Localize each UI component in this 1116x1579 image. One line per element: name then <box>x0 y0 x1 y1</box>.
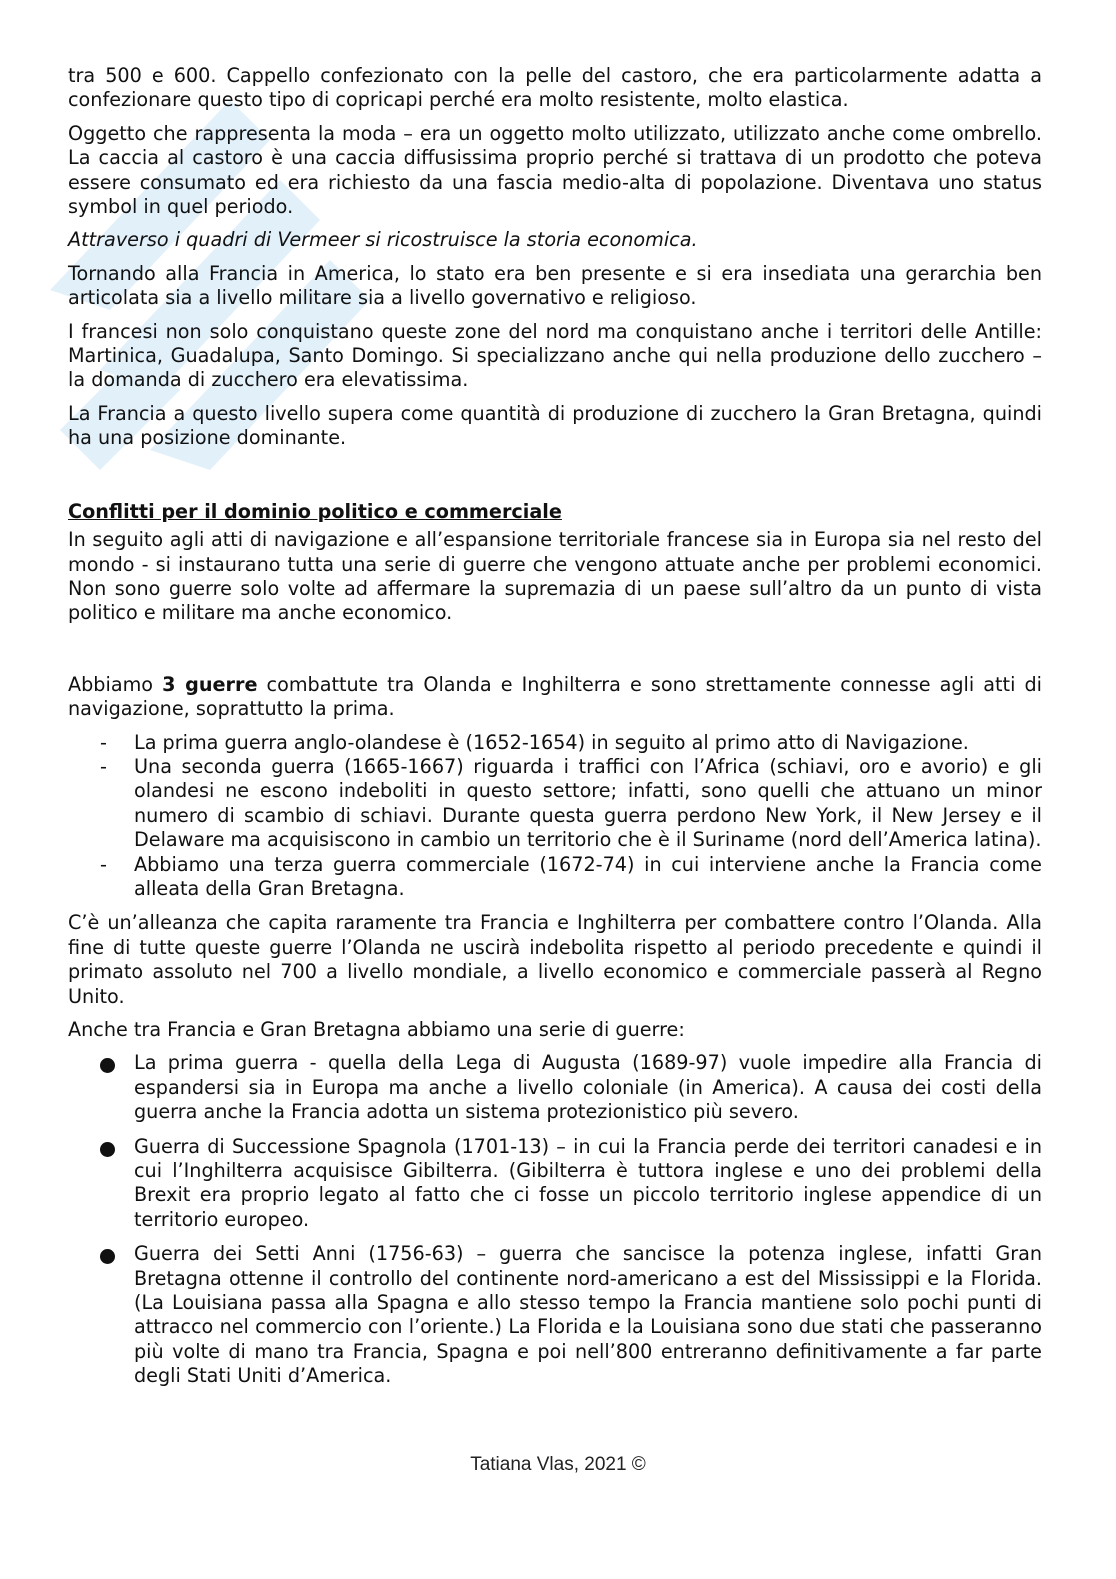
paragraph-fashion-object: Oggetto che rappresenta la moda – era un oggetto molto utilizzato, utilizzato anche come ombrello. La caccia al castoro è una caccia diffusissima proprio perché si trattava di un prodotto che poteva essere consumato ed era richiesto da una fascia medio-alta di popolazione. Diventava uno status symbol in quel periodo. <box>68 121 1042 219</box>
list-item <box>68 1242 1042 1388</box>
list-item-text: Guerra di Successione Spagnola (1701-13) – in cui la Francia perde dei territori canadesi e in cui l’Inghilterra acquisisce Gibilterra. (Gibilterra è tuttora inglese e uno dei problemi della Brexit era proprio legato al fatto che ci fosse un piccolo territorio inglese appendice di un territorio europeo. <box>134 1134 1042 1231</box>
document-page <box>68 64 1042 1399</box>
paragraph-three-wars <box>68 673 1042 722</box>
paragraph-vermeer: Attraverso i quadri di Vermeer si ricostruisce la storia economica. <box>68 228 698 252</box>
bullet-icon <box>100 1058 115 1073</box>
paragraph-france-america: Tornando alla Francia in America, lo stato era ben presente e si era insediata una gerarchia ben articolata sia a livello militare sia a livello governativo e religioso. <box>68 261 1042 310</box>
three-wars-pre: Abbiamo <box>68 672 163 696</box>
paragraph-sugar-production: La Francia a questo livello supera come quantità di produzione di zucchero la Gran Bretagna, quindi ha una posizione dominante. <box>68 401 1042 450</box>
dash-marker: - <box>100 754 107 778</box>
list-item <box>68 1135 1042 1233</box>
paragraph-antilles: I francesi non solo conquistano queste zone del nord ma conquistano anche i territori delle Antille: Martinica, Guadalupa, Santo Domingo. Si specializzano anche qui nella produzione dello zucchero – la domanda di zucchero era elevatissima. <box>68 319 1042 392</box>
section-heading: Conflitti per il dominio politico e commerciale <box>68 499 562 523</box>
list-item-text: La prima guerra - quella della Lega di Augusta (1689-97) vuole impedire alla Francia di espandersi sia in Europa ma anche a livello coloniale (in America). A causa dei costi della guerra anche la Francia adotta un sistema protezionistico più severo. <box>134 1051 1042 1124</box>
paragraph-beaver-hat: tra 500 e 600. Cappello confezionato con la pelle del castoro, che era particolarmente adatta a confezionare questo tipo di copricapi perché era molto resistente, molto elastica. <box>68 64 1042 112</box>
dash-marker: - <box>100 852 107 876</box>
paragraph-france-britain-wars: Anche tra Francia e Gran Bretagna abbiamo una serie di guerre: <box>68 1018 685 1041</box>
list-item-text: Guerra dei Setti Anni (1756-63) – guerra che sancisce la potenza inglese, infatti Gran Bretagna ottenne il controllo del continente nord-americano a est del Mississippi e la Florida. (La Louisiana passa alla Spagna e allo stesso tempo la Francia mantiene solo pochi punti di attracco nel commercio con l’oriente.) La Florida e la Louisiana sono due stati che passeranno più volte di mano tra Francia, Spagna e poi nell’800 entreranno definitivamente a far parte degli Stati Uniti d’America. <box>134 1242 1042 1388</box>
anglo-dutch-wars-list <box>68 731 1042 902</box>
page-footer: Tatiana Vlas, 2021 © <box>470 1454 646 1475</box>
list-item <box>68 853 1042 902</box>
three-wars-bold: 3 guerre <box>162 672 258 696</box>
dash-marker: - <box>100 730 107 754</box>
paragraph-alliance: C’è un’alleanza che capita raramente tra Francia e Inghilterra per combattere contro l’Olanda. Alla fine di tutte queste guerre l’Olanda ne uscirà indebolita rispetto al periodo precedente e quindi il primato assoluto nel 700 a livello mondiale, a livello economico e commerciale passerà al Regno Unito. <box>68 911 1042 1008</box>
list-item-text: Una seconda guerra (1665-1667) riguarda i traffici con l’Africa (schiavi, oro e avorio) e gli olandesi ne escono indeboliti in questo settore; infatti, sono quelli che attuano un minor numero di scambio di schiavi. Durante questa guerra perdono New York, il New Jersey e il Delaware ma acquisiscono in cambio un territorio che è il Suriname (nord dell’America latina). <box>134 754 1042 852</box>
bullet-icon <box>100 1249 115 1264</box>
list-item <box>68 731 1042 755</box>
list-item <box>68 1051 1042 1124</box>
list-item <box>68 755 1042 853</box>
franco-british-wars-list <box>68 1051 1042 1388</box>
list-item-text: Abbiamo una terza guerra commerciale (1672-74) in cui interviene anche la Francia come alleata della Gran Bretagna. <box>134 852 1042 900</box>
list-item-text: La prima guerra anglo-olandese è (1652-1654) in seguito al primo atto di Navigazione. <box>134 730 969 754</box>
three-wars-post: combattute tra Olanda e Inghilterra e sono strettamente connesse agli atti di navigazione, soprattutto la prima. <box>68 672 1043 721</box>
bullet-icon <box>100 1142 115 1157</box>
paragraph-navigation-acts: In seguito agli atti di navigazione e all’espansione territoriale francese sia in Europa sia nel resto del mondo - si instaurano tutta una serie di guerre che vengono attuate anche per problemi economici. Non sono guerre solo volte ad affermare la supremazia di un paese sull’altro da un punto di vista politico e militare ma anche economico. <box>68 528 1042 625</box>
